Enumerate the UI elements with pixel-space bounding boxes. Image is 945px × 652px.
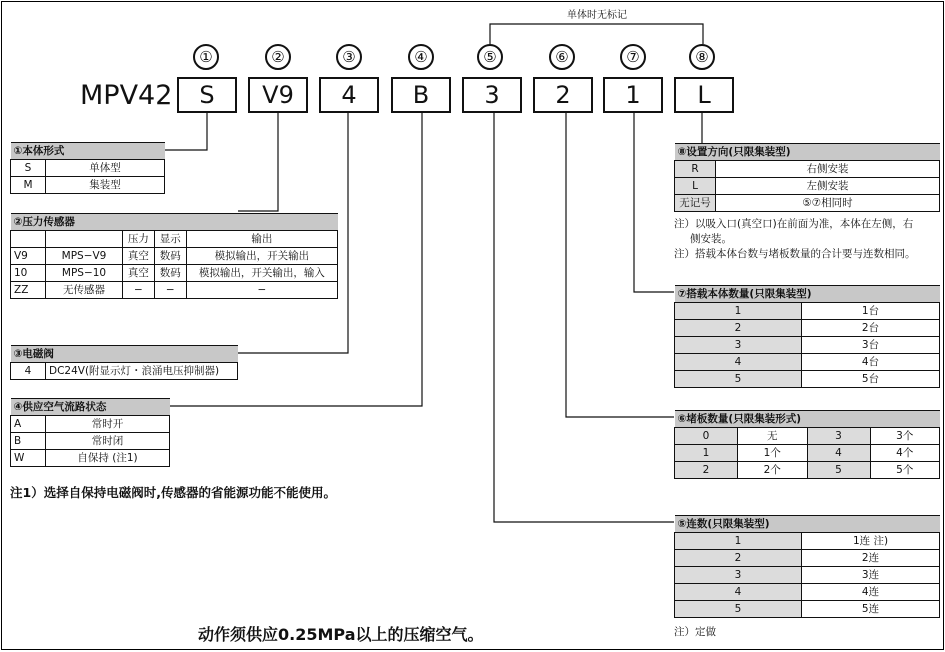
supply-state-table	[10, 398, 170, 467]
solenoid-table	[10, 345, 238, 380]
table-row	[11, 265, 338, 282]
supply-state-title: ④供应空气流路状态	[11, 399, 170, 416]
cell: A	[11, 416, 46, 433]
blank-plate-table	[674, 410, 940, 479]
code-box-7: 1	[603, 77, 663, 113]
cell: 5	[807, 462, 870, 479]
cell: 4台	[802, 354, 940, 371]
cell: 2	[675, 550, 802, 567]
cell: 无	[738, 428, 808, 445]
cell: 2台	[802, 320, 940, 337]
cell: 单体型	[46, 160, 165, 177]
cell: 4	[675, 584, 802, 601]
cell: 4	[11, 363, 46, 380]
cell: S	[11, 160, 46, 177]
cell: 1台	[802, 303, 940, 320]
cell: 5台	[802, 371, 940, 388]
table-row	[11, 450, 170, 467]
cell: 数码	[154, 248, 186, 265]
body-form-table	[10, 142, 165, 194]
cell: 真空	[123, 265, 155, 282]
cell: 1	[675, 533, 802, 550]
solenoid-title: ③电磁阀	[11, 346, 238, 363]
cell: 10	[11, 265, 46, 282]
cell: ZZ	[11, 282, 46, 299]
cell: 5连	[802, 601, 940, 618]
cell: 3	[675, 337, 802, 354]
cell: 3	[807, 428, 870, 445]
stations-title: ⑤连数(只限集装型)	[675, 516, 940, 533]
code-box-2: V9	[248, 77, 308, 113]
cell: V9	[11, 248, 46, 265]
cell: 3连	[802, 567, 940, 584]
cell: 1连 注)	[802, 533, 940, 550]
circle-6: ⑥	[549, 44, 575, 70]
bottom-note: 动作须供应0.25MPa以上的压缩空气。	[198, 625, 484, 644]
orientation-table	[674, 143, 940, 212]
cell: 5个	[870, 462, 940, 479]
cell: 自保持 (注1)	[46, 450, 170, 467]
cell: 数码	[154, 265, 186, 282]
cell: 无传感器	[46, 282, 123, 299]
cell: 显示	[154, 231, 186, 248]
table-row	[11, 248, 338, 265]
table-row	[675, 601, 940, 618]
cell: 1	[675, 303, 802, 320]
cell	[46, 231, 123, 248]
cell: ⑤⑦相同时	[716, 195, 940, 212]
cell: −	[154, 282, 186, 299]
cell: −	[123, 282, 155, 299]
note-1: 注1）选择自保持电磁阀时,传感器的省能源功能不能使用。	[10, 485, 336, 500]
cell: 2连	[802, 550, 940, 567]
cell: 5	[675, 601, 802, 618]
table-row	[11, 177, 165, 194]
cell: −	[186, 282, 337, 299]
circle-1: ①	[193, 44, 219, 70]
table-row	[675, 533, 940, 550]
code-box-6: 2	[533, 77, 593, 113]
circle-2: ②	[265, 44, 291, 70]
cell: M	[11, 177, 46, 194]
table-row	[675, 428, 940, 445]
cell: 集装型	[46, 177, 165, 194]
code-box-4: B	[391, 77, 451, 113]
cell: 2个	[738, 462, 808, 479]
cell: 3	[675, 567, 802, 584]
circle-7: ⑦	[620, 44, 646, 70]
table-row	[11, 363, 238, 380]
cell: 4连	[802, 584, 940, 601]
cell: 4个	[870, 445, 940, 462]
table-header-row	[11, 231, 338, 248]
cell: 无记号	[675, 195, 716, 212]
cell: 2	[675, 320, 802, 337]
table-row	[675, 584, 940, 601]
pressure-sensor-table	[10, 213, 338, 299]
cell: 输出	[186, 231, 337, 248]
cell: 5	[675, 371, 802, 388]
cell: DC24V(附显示灯・浪涌电压抑制器)	[46, 363, 238, 380]
orientation-title: ⑧设置方向(只限集装型)	[675, 144, 940, 161]
cell: 1	[675, 445, 738, 462]
cell: 模拟输出，开关输出	[186, 248, 337, 265]
table-row	[11, 433, 170, 450]
table-row	[11, 160, 165, 177]
table-row	[11, 282, 338, 299]
pressure-sensor-title: ②压力传感器	[11, 214, 338, 231]
cell: 左侧安装	[716, 178, 940, 195]
table-row	[675, 161, 940, 178]
body-count-table	[674, 285, 940, 388]
circle-3: ③	[336, 44, 362, 70]
top-note: 单体时无标记	[567, 10, 627, 21]
cell: 4	[675, 354, 802, 371]
cell: MPS−V9	[46, 248, 123, 265]
orientation-note-1: 注）以吸入口(真空口)在前面为准，本体在左侧，右	[674, 218, 914, 230]
table-row	[675, 195, 940, 212]
cell: B	[11, 433, 46, 450]
cell: R	[675, 161, 716, 178]
orientation-note-1b: 侧安装。	[690, 233, 732, 245]
table-row	[675, 371, 940, 388]
cell: 3个	[870, 428, 940, 445]
cell: 压力	[123, 231, 155, 248]
body-count-title: ⑦搭载本体数量(只限集装型)	[675, 286, 940, 303]
circle-4: ④	[408, 44, 434, 70]
code-box-8: L	[674, 77, 734, 113]
body-form-title: ①本体形式	[11, 143, 165, 160]
table-row	[675, 445, 940, 462]
code-box-3: 4	[319, 77, 379, 113]
circle-8: ⑧	[689, 44, 715, 70]
cell: 模拟输出，开关输出，输入	[186, 265, 337, 282]
table-row	[675, 567, 940, 584]
cell: MPS−10	[46, 265, 123, 282]
cell: 真空	[123, 248, 155, 265]
table-row	[675, 354, 940, 371]
table-row	[11, 416, 170, 433]
cell: L	[675, 178, 716, 195]
cell: 右侧安装	[716, 161, 940, 178]
table-row	[675, 303, 940, 320]
cell: W	[11, 450, 46, 467]
table-row	[675, 550, 940, 567]
cell	[11, 231, 46, 248]
cell: 常时开	[46, 416, 170, 433]
cell: 3台	[802, 337, 940, 354]
cell: 4	[807, 445, 870, 462]
cell: 0	[675, 428, 738, 445]
model-prefix: MPV42	[80, 80, 173, 111]
circle-5: ⑤	[477, 44, 503, 70]
table-row	[675, 337, 940, 354]
cell: 常时闭	[46, 433, 170, 450]
blank-plate-title: ⑥堵板数量(只限集装形式)	[675, 411, 940, 428]
code-box-5: 3	[462, 77, 522, 113]
code-box-1: S	[177, 77, 237, 113]
cell: 2	[675, 462, 738, 479]
stations-table	[674, 515, 940, 618]
cell: 1个	[738, 445, 808, 462]
table-row	[675, 320, 940, 337]
orientation-note-2: 注）搭载本体台数与堵板数量的合计要与连数相同。	[674, 248, 916, 260]
table-row	[675, 178, 940, 195]
stations-note: 注）定做	[674, 626, 716, 638]
table-row	[675, 462, 940, 479]
